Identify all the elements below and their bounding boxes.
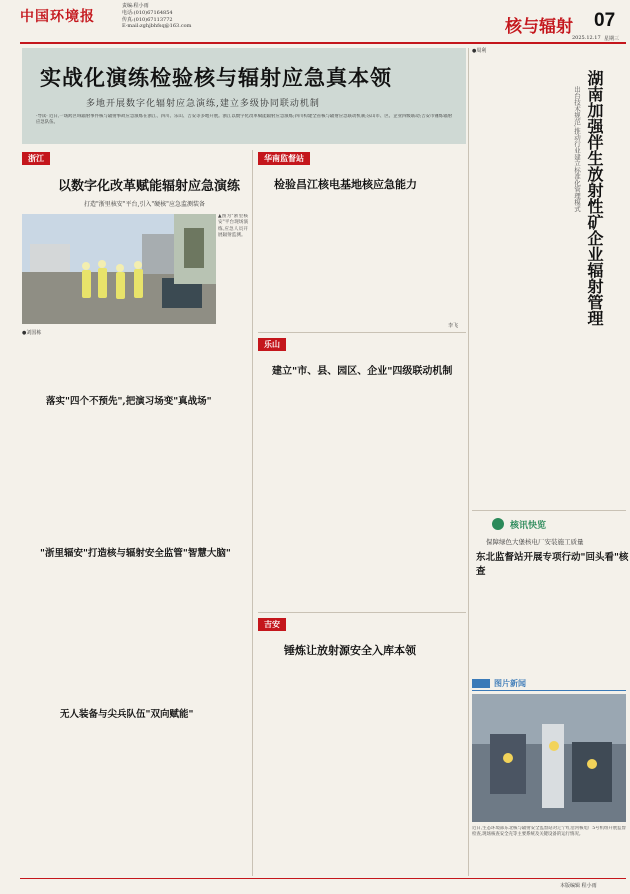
photo-news-caption: 近日,生态环境部东北核与辐射安全监督站对辽宁红沿河核电厂5号机组开展监督检查,现场核查安全壳等主要系统及关键设备的运行情况。 bbox=[472, 826, 626, 838]
info-line: 传真:(010)67113772 bbox=[122, 16, 173, 23]
jian-headline: 锤炼让放射源安全入库本领 bbox=[284, 644, 416, 657]
masthead-rule bbox=[20, 42, 626, 44]
newspaper-logo: 中国环境报 bbox=[20, 8, 95, 24]
main-title: 实战化演练检验核与辐射应急真本领 bbox=[40, 66, 392, 90]
news-flash-body-col2 bbox=[552, 564, 626, 674]
zhejiang-body-col2 bbox=[138, 337, 248, 393]
section-tag-jian: 吉安 bbox=[258, 618, 286, 631]
column-divider bbox=[468, 48, 469, 876]
huadong-body-col1 bbox=[258, 196, 358, 326]
info-line: 责编:程小雨 bbox=[122, 3, 149, 9]
zhejiang-headline: 以数字化改革赋能辐射应急演练 bbox=[58, 179, 241, 194]
footer-editor: 本版编辑 程小雨 bbox=[560, 883, 597, 889]
zhejiang-body-col7 bbox=[22, 722, 132, 874]
zhejiang-body-col3 bbox=[22, 408, 132, 540]
photo-news-header bbox=[472, 678, 626, 691]
section-divider bbox=[258, 612, 466, 613]
column-divider bbox=[252, 150, 253, 876]
photo-news-image bbox=[472, 694, 626, 822]
news-flash-icon bbox=[492, 518, 504, 530]
monitoring-photo bbox=[174, 214, 216, 284]
zhejiang-body-col5 bbox=[22, 560, 132, 700]
info-line: E-mail:zghjbhfsq@163.com bbox=[122, 23, 192, 30]
issue-weekday: 星期三 bbox=[604, 36, 620, 42]
footer-rule bbox=[20, 878, 626, 879]
news-flash-item-title: 东北监督站开展专项行动"回头看"核查 bbox=[476, 552, 629, 577]
jian-body-col1 bbox=[258, 664, 358, 874]
leshan-body-col1 bbox=[258, 382, 358, 604]
zhejiang-subhead: 打造"浙里核安"平台,引入"硬核"应急监测装备 bbox=[84, 201, 205, 208]
section-tag-leshan: 乐山 bbox=[258, 338, 286, 351]
news-flash-body-col1 bbox=[472, 564, 546, 674]
section-name: 核与辐射 bbox=[505, 17, 573, 36]
main-lead: ·导读· 近日,一场跨区域辐射事件核与辐射事故应急演练在浙江、四川、乐山、吉安等多地开展。浙江以数字化改革赋能辐射应急演练;四川构建全省核与辐射应急联动机制;乐山市、区、企业四级联动;吉安市锤炼辐射应急队伍。 bbox=[36, 114, 452, 126]
zhejiang-subheading-3: 无人装备与尖兵队伍"双向赋能" bbox=[60, 709, 194, 720]
zhejiang-body-col6 bbox=[138, 560, 248, 700]
leshan-body-col2 bbox=[364, 382, 464, 604]
leshan-headline: 建立"市、县、园区、企业"四级联动机制 bbox=[272, 366, 453, 377]
hunan-subhead: 出台技术规范,推动行业建立标准化管理模式 bbox=[573, 86, 581, 212]
news-flash-kicker: 保障绿色大堡核电厂安装施工质量 bbox=[486, 538, 584, 546]
huadong-headline: 检验昌江核电基地核应急能力 bbox=[274, 178, 417, 191]
section-divider bbox=[258, 332, 466, 333]
photo-news-title: 图片新闻 bbox=[494, 679, 526, 688]
news-flash-title: 核讯快览 bbox=[510, 521, 547, 531]
photo-news-badge bbox=[472, 679, 490, 688]
issue-date: 2025.12.17 bbox=[572, 35, 601, 41]
hunan-byline: ●周利 bbox=[472, 48, 487, 54]
zhejiang-body-col1 bbox=[22, 337, 132, 393]
zhejiang-subheading-1: 落实"四个不预先",把演习场变"真战场" bbox=[46, 396, 212, 407]
zhejiang-photo-caption: ▲图为"浙里核安"平台现场演练,应急人员开展辐射监测。 bbox=[218, 214, 248, 239]
hunan-body-col1 bbox=[472, 55, 570, 390]
section-tag-huadong: 华南监督站 bbox=[258, 152, 310, 165]
huadong-byline: 李飞 bbox=[448, 323, 459, 329]
page-number: 07 bbox=[594, 10, 616, 31]
hunan-body-col2 bbox=[472, 392, 626, 502]
zhejiang-body-col4 bbox=[138, 408, 248, 540]
main-banner bbox=[22, 48, 466, 144]
news-flash-header bbox=[472, 516, 626, 532]
section-divider bbox=[472, 510, 626, 511]
zhejiang-side-photo bbox=[174, 214, 216, 284]
section-tag-zhejiang: 浙江 bbox=[22, 152, 50, 165]
zhejiang-byline: ●刘国栋 bbox=[22, 330, 42, 336]
jian-body-col2 bbox=[364, 664, 464, 874]
main-subtitle: 多地开展数字化辐射应急演练,建立多级协同联动机制 bbox=[86, 99, 320, 109]
inspection-site-photo bbox=[472, 694, 626, 822]
zhejiang-body-col8 bbox=[138, 722, 248, 874]
masthead-info bbox=[122, 3, 272, 30]
hunan-headline: 湖南加强伴生放射性矿企业辐射管理 bbox=[585, 70, 604, 326]
zhejiang-subheading-2: "浙里辐安"打造核与辐射安全监管"智慧大脑" bbox=[40, 548, 231, 559]
info-line: 电话:(010)67164854 bbox=[122, 9, 173, 16]
huadong-body-col2 bbox=[364, 196, 464, 322]
masthead bbox=[0, 0, 630, 44]
